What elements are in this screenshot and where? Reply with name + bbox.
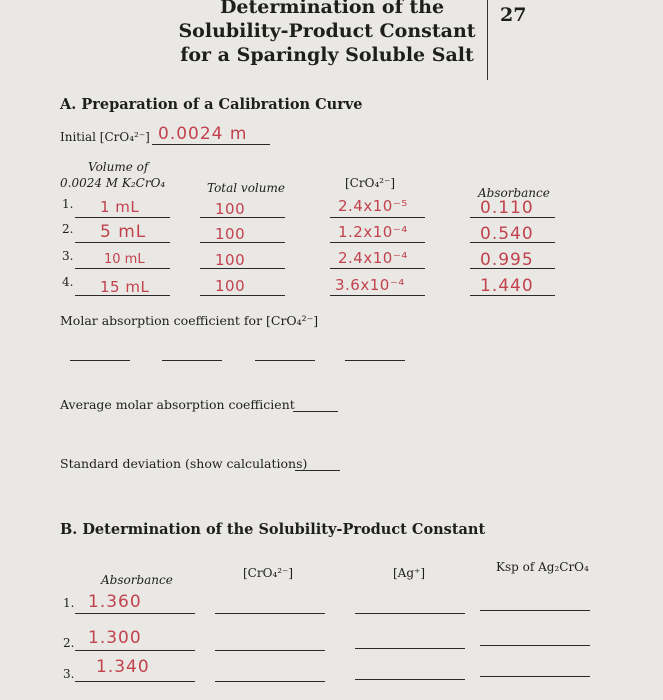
initial-conc-label: Initial [CrO₄²⁻] [60,130,150,144]
row-a4-abs: 1.440 [480,276,534,296]
avg-coef-line [293,411,338,412]
row-b1-abs: 1.360 [88,592,142,612]
row-a2-abs: 0.540 [480,224,534,244]
row-a3-vol-line [75,268,170,269]
row-b3-num: 3. [63,667,75,681]
row-b2-ag-line [355,648,465,649]
row-a4-volume: 15 mL [100,278,150,296]
row-b2-abs-line [75,650,195,651]
col-b-silver: [Ag⁺] [393,566,426,580]
row-b2-num: 2. [63,636,75,650]
row-a3-conc: 2.4x10⁻⁴ [338,249,408,267]
std-dev-line [295,470,340,471]
row-b1-conc-line [215,613,325,614]
col-b-ksp: Ksp of Ag₂CrO₄ [496,560,589,574]
row-a2-volume: 5 mL [100,222,147,242]
std-dev-label: Standard deviation (show calculations) [60,456,308,471]
row-a4-conc-line [330,295,425,296]
initial-conc-value: 0.0024 m [158,124,248,144]
row-a1-conc: 2.4x10⁻⁵ [338,197,408,215]
col-total-volume: Total volume [207,181,285,195]
row-a4-num: 4. [62,275,74,289]
col-concentration: [CrO₄²⁻] [345,176,396,190]
title-line-1: Determination of the [219,0,445,18]
row-b3-ksp-line [480,676,590,677]
row-a1-volume: 1 mL [100,198,140,216]
section-a-heading: A. Preparation of a Calibration Curve [60,96,363,113]
row-a4-total-line [200,295,285,296]
title-line-2: Solubility-Product Constant [178,20,476,42]
row-a2-vol-line [75,242,170,243]
section-b-heading: B. Determination of the Solubility-Product Constant [60,521,486,538]
row-b1-num: 1. [63,596,75,610]
row-b1-ksp-line [480,610,590,611]
row-b3-conc-line [215,681,325,682]
row-a2-conc-line [330,242,425,243]
col-b-absorbance: Absorbance [101,573,173,587]
row-b1-abs-line [75,613,195,614]
avg-coef-label: Average molar absorption coefficient [60,397,295,412]
row-b2-abs: 1.300 [88,628,142,648]
molar-coef-line-1 [70,360,130,361]
row-a2-conc: 1.2x10⁻⁴ [338,223,408,241]
row-a2-total: 100 [215,225,246,243]
row-b3-ag-line [355,679,465,680]
row-a3-conc-line [330,268,425,269]
row-a3-num: 3. [62,249,74,263]
row-a3-volume: 10 mL [104,252,145,267]
molar-coef-label: Molar absorption coefficient for [CrO₄²⁻] [60,313,319,328]
col-volume-line2: 0.0024 M K₂CrO₄ [60,176,166,190]
title-line-3: for a Sparingly Soluble Salt [180,44,474,66]
page-number: 27 [500,4,527,26]
row-b2-conc-line [215,650,325,651]
row-b1-ag-line [355,613,465,614]
row-a1-conc-line [330,217,425,218]
col-b-concentration: [CrO₄²⁻] [243,566,294,580]
row-a2-num: 2. [62,222,74,236]
row-a3-total: 100 [215,251,246,269]
row-b2-ksp-line [480,645,590,646]
molar-coef-line-2 [162,360,222,361]
col-absorbance: Absorbance [478,186,550,200]
row-b3-abs-line [75,681,195,682]
row-a4-conc: 3.6x10⁻⁴ [335,276,405,294]
row-a1-total: 100 [215,200,246,218]
row-b3-abs: 1.340 [96,657,150,677]
molar-coef-line-4 [345,360,405,361]
title-divider [487,0,488,80]
row-a4-total: 100 [215,277,246,295]
row-a1-num: 1. [62,197,74,211]
row-a1-abs: 0.110 [480,198,534,218]
molar-coef-line-3 [255,360,315,361]
col-volume-line1: Volume of [88,160,149,174]
initial-conc-line [152,144,270,145]
row-a1-vol-line [75,217,170,218]
row-a3-abs: 0.995 [480,250,534,270]
